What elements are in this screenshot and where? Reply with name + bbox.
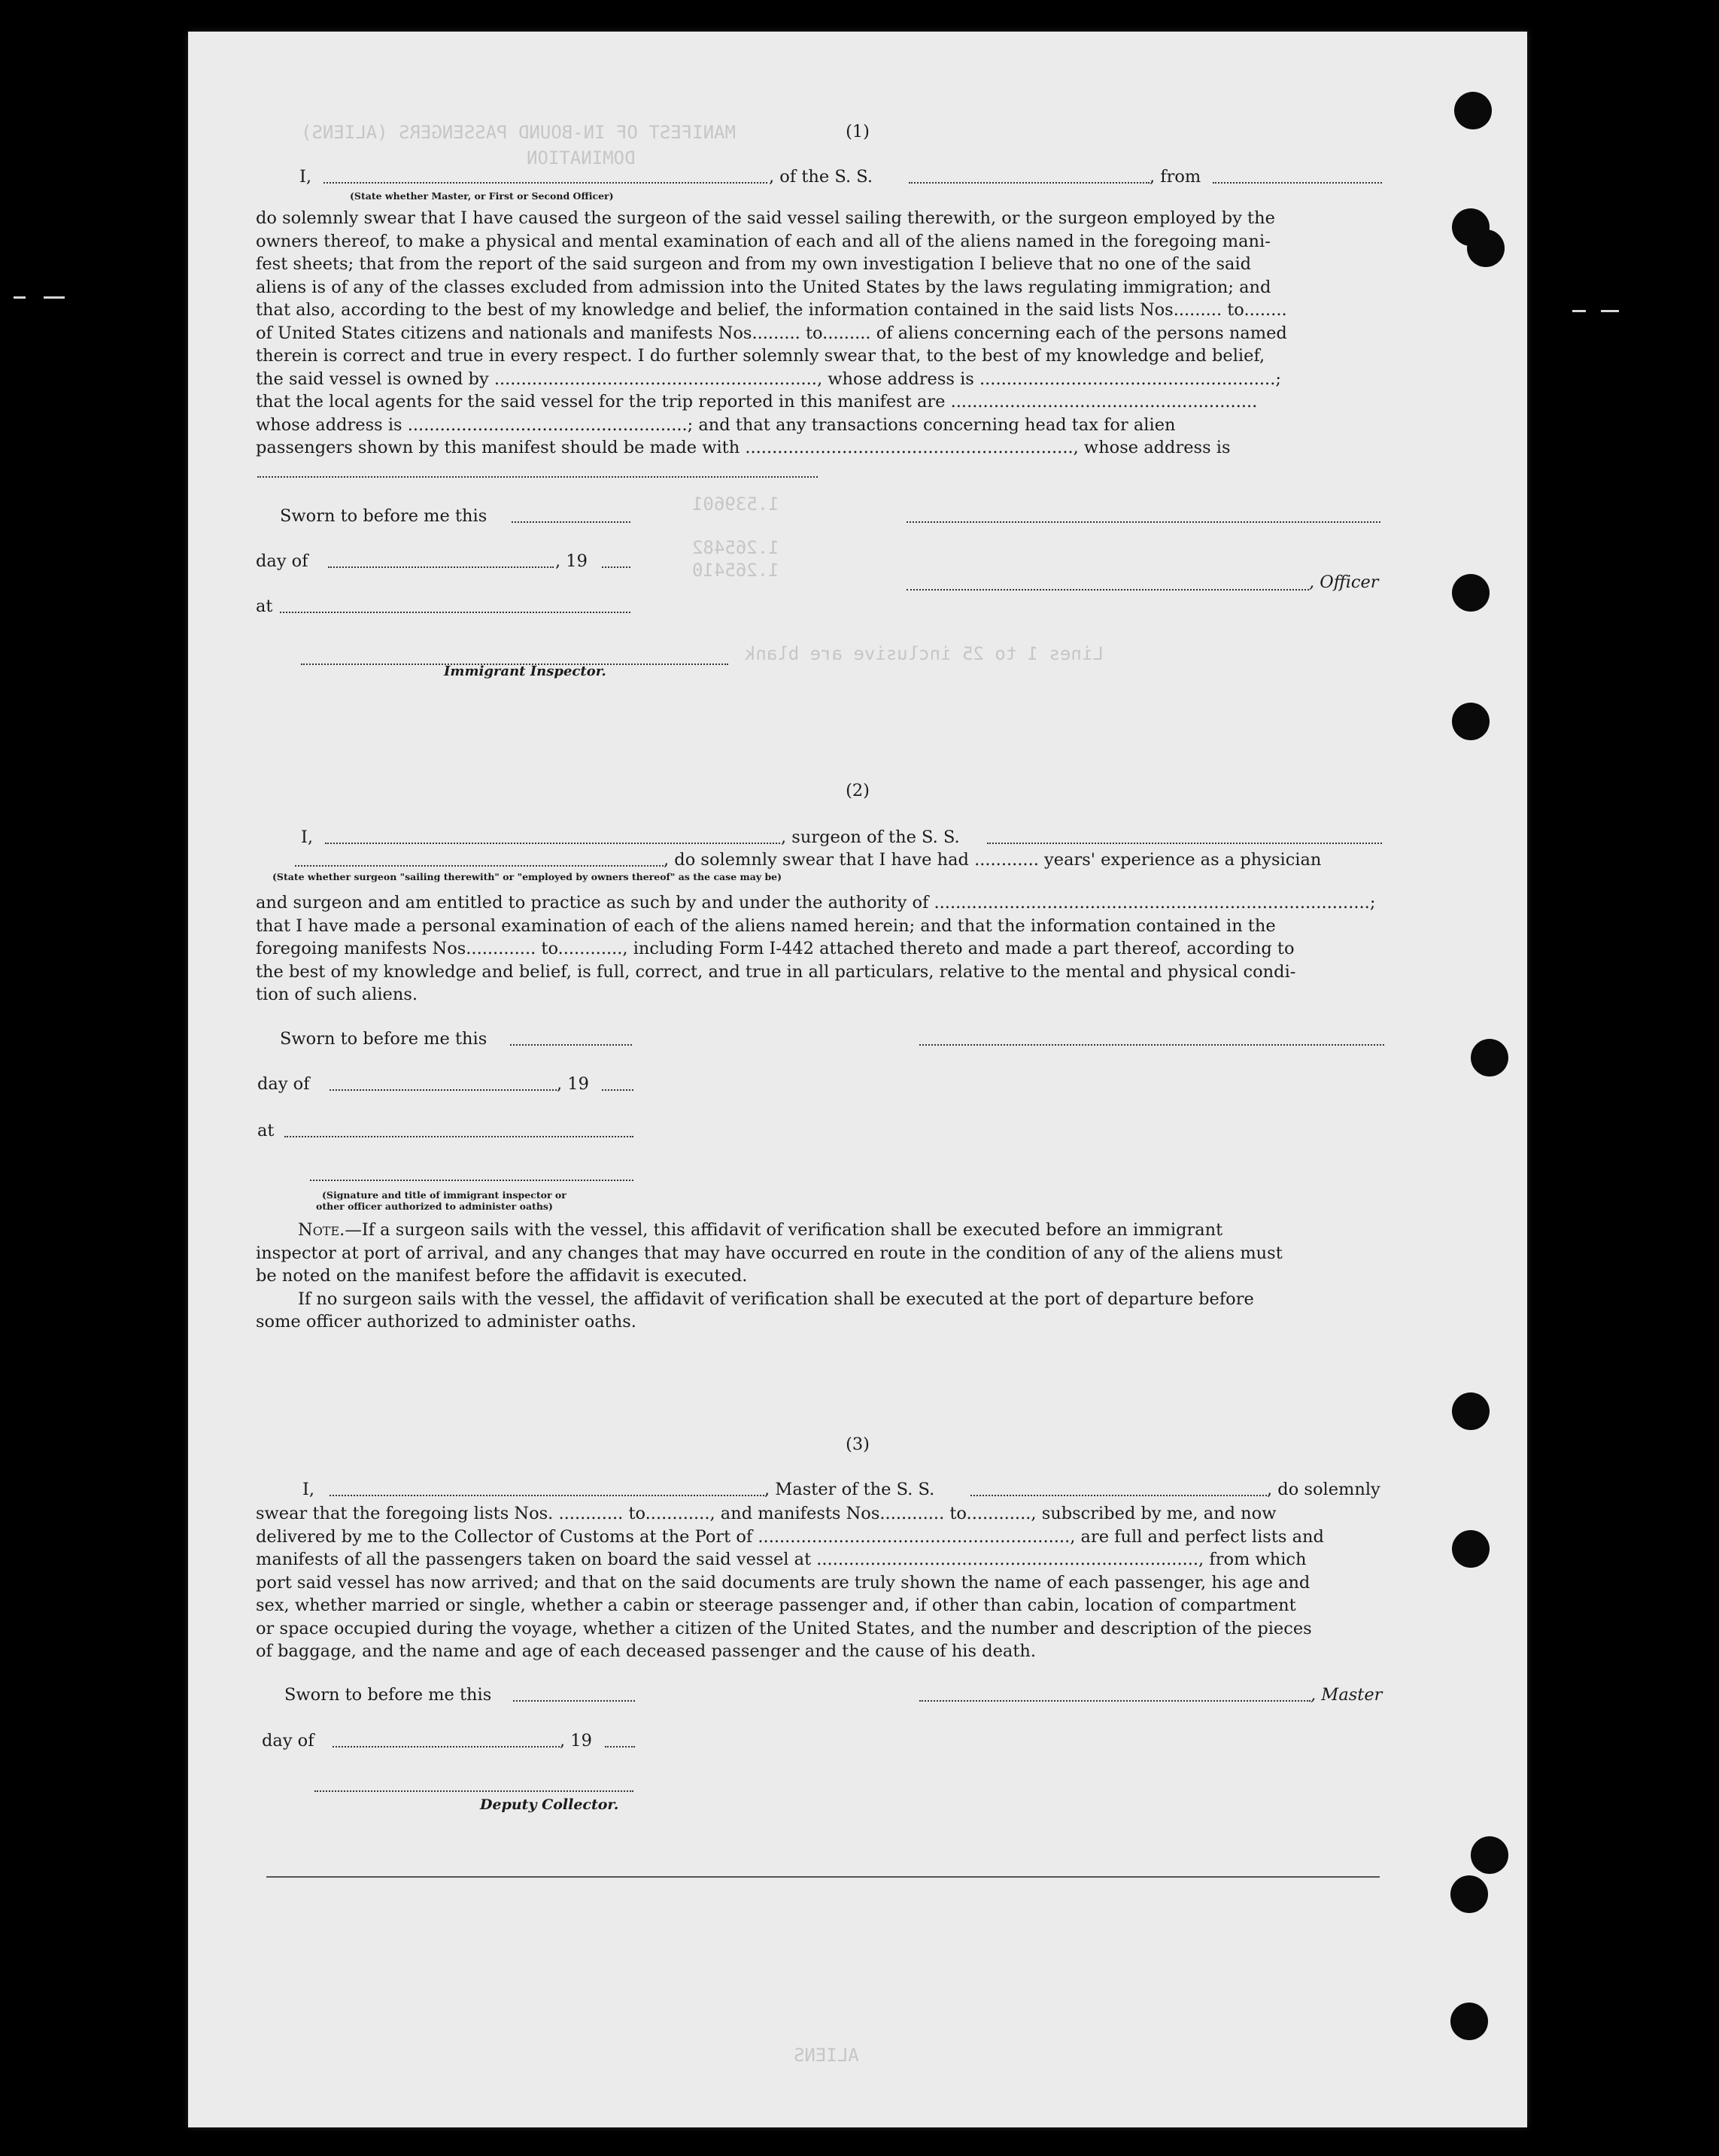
officer-name-field[interactable] <box>907 574 1309 595</box>
section-1-body: do solemnly swear that I have caused the surgeon of the said vessel sailing therewith, or the surgeon employed by the owners thereof, to make a physical and mental examination of each and all of the aliens named in the foregoing mani- fest sheets; that from the report of the said surgeon and from my own investigation I believe that no one of the said aliens is of any of the classes excluded from admission into the United States by the laws regulating immigration; and that also, according to the best of my knowledge and belief, the information contained in the said lists Nos......... to........ of United States citizens and nationals and manifests Nos......... to......... of aliens concerning each of the persons named therein is correct and true in every respect. I do further solemnly swear that, to the best of my knowledge and belief, the said vessel is owned by ............................................................, whose address is .......................................................; that the local agents for the said vessel for the trip reported in this manifest are ......................................................... whose address is ....................................................; and that any transactions concerning head tax for alien passengers shown by this manifest should be made with ............................................................., whose address is <box>256 208 1287 457</box>
section-2-body: and surgeon and am entitled to practice as such by and under the authority of .................................................................................; that I have made a personal examination of each of the aliens named herein; and that the information contained in the foregoing manifests Nos............. to............, including Form I-442 attached thereto and made a part thereof, according to the best of my knowledge and belief, is full, correct, and true in all particulars, relative to the mental and physical condi- tion of such aliens. <box>256 893 1376 1004</box>
surgeon-type-field[interactable] <box>295 850 664 871</box>
sworn-field-1[interactable] <box>512 506 630 527</box>
section-1-i-label: I, <box>299 167 312 187</box>
sworn-label-3: Sworn to before me this <box>284 1685 492 1705</box>
at-field-2[interactable] <box>284 1121 633 1142</box>
margin-tick <box>1572 310 1586 312</box>
of-ss-label: , of the S. S. <box>769 167 873 187</box>
ship3-name-field[interactable] <box>970 1480 1267 1501</box>
punch-hole <box>1450 2003 1488 2040</box>
sworn-field-3[interactable] <box>513 1685 635 1706</box>
day-of-label-3: day of <box>262 1731 314 1751</box>
bleed-through-number: 1.539601 <box>692 493 779 515</box>
master-signature-field[interactable] <box>919 1685 1311 1706</box>
day-of-label-1: day of <box>256 551 308 571</box>
year-field-3[interactable] <box>605 1731 635 1752</box>
day-of-label-2: day of <box>257 1074 310 1094</box>
day-field-1[interactable] <box>328 551 554 572</box>
bottom-rule <box>266 1876 1380 1878</box>
officer-signature-field[interactable] <box>907 506 1380 527</box>
year-label-3: , 19 <box>560 1731 592 1751</box>
punch-hole <box>1450 1875 1488 1913</box>
bleed-through-subheader: DOMINATION <box>527 147 636 169</box>
surgeon-of-label: , surgeon of the S. S. <box>781 827 960 847</box>
signature-caption-1: (Signature and title of immigrant inspector or <box>322 1189 566 1201</box>
punch-hole <box>1452 574 1490 612</box>
master-caption: (State whether Master, or First or Second Officer) <box>350 190 614 202</box>
punch-hole <box>1452 703 1490 740</box>
deputy-collector-label: Deputy Collector. <box>480 1796 619 1813</box>
signature-caption-2: other officer authorized to administer oaths) <box>316 1201 553 1212</box>
bleed-through-number: 1.265482 <box>692 537 779 558</box>
year-label-2: , 19 <box>557 1074 589 1094</box>
address-continuation-line[interactable] <box>257 476 818 478</box>
bleed-through-header: MANIFEST OF IN-BOUND PASSENGERS (ALIENS) <box>301 122 736 143</box>
sworn-field-2[interactable] <box>510 1029 632 1050</box>
year-field-1[interactable] <box>602 551 630 572</box>
day-field-2[interactable] <box>330 1074 557 1095</box>
surgeon-caption: (State whether surgeon "sailing therewith" or "employed by owners thereof" as the case may be) <box>272 871 782 882</box>
year-label-1: , 19 <box>555 551 588 571</box>
immigrant-inspector-signature-field[interactable] <box>310 1165 633 1186</box>
officer-label: , Officer <box>1309 572 1379 592</box>
note-paragraph: Note.—If a surgeon sails with the vessel, this affidavit of verification shall be executed before an immigrant inspector at port of arrival, and any changes that may have occurred en route in the condition of any of the aliens must be noted on the manifest before the affidavit is executed. If no surgeon sails with the vessel, the affidavit of verification shall be executed at the port of departure before some officer authorized to administer oaths. <box>256 1220 1283 1332</box>
section-2-i-label: I, <box>301 827 314 847</box>
ship-name-field[interactable] <box>909 167 1150 188</box>
at-label-1: at <box>256 597 273 616</box>
master-of-label: , Master of the S. S. <box>764 1480 935 1499</box>
section-3-body: swear that the foregoing lists Nos. ............ to............, and manifests Nos............ to............, subscribed by me, and now delivered by me to the Collector of Customs at the Port of .........................................................., are full and perfect lists and manifests of all the passengers taken on board the said vessel at ......................................................................., from which port said vessel has now arrived; and that on the said documents are truly shown the name of each passenger, his age and sex, whether married or single, whether a cabin or steerage passenger and, if other than cabin, location of compartment or space occupied during the voyage, whether a citizen of the United States, and the number and description of the pieces of baggage, and the name and age of each deceased passenger and the cause of his death. <box>256 1504 1324 1661</box>
punch-hole <box>1471 1039 1508 1076</box>
year-field-2[interactable] <box>602 1074 633 1095</box>
surgeon-name-field[interactable] <box>325 827 780 849</box>
section-2-line-2: , do solemnly swear that I have had ............ years' experience as a physician <box>664 850 1322 870</box>
at-field-1[interactable] <box>280 597 630 618</box>
at-label-2: at <box>257 1121 275 1140</box>
master3-name-field[interactable] <box>330 1480 764 1501</box>
section-2-number: (2) <box>846 781 870 800</box>
section-3-number: (3) <box>846 1435 870 1454</box>
master-name-field[interactable] <box>323 167 767 188</box>
immigrant-inspector-label: Immigrant Inspector. <box>444 664 606 679</box>
punch-hole <box>1467 229 1505 267</box>
deputy-collector-signature-field[interactable] <box>314 1775 633 1796</box>
section-1-number: (1) <box>846 122 870 141</box>
master-label: , Master <box>1311 1685 1383 1705</box>
punch-hole <box>1452 1530 1490 1568</box>
from-label: , from <box>1150 167 1201 187</box>
punch-hole <box>1452 1392 1490 1430</box>
sworn-label-1: Sworn to before me this <box>280 506 487 526</box>
surgeon-ship-field[interactable] <box>987 827 1382 849</box>
margin-tick <box>1601 310 1619 312</box>
punch-hole <box>1471 1836 1508 1874</box>
section-3-i-label: I, <box>302 1480 315 1499</box>
margin-tick <box>44 296 65 299</box>
bleed-through-note: Lines 1 to 25 inclusive are blank <box>745 643 1104 664</box>
from-port-field[interactable] <box>1213 167 1382 188</box>
solemnly-label: , do solemnly <box>1267 1480 1380 1499</box>
sworn-label-2: Sworn to before me this <box>280 1029 487 1049</box>
bleed-through-number: 1.265410 <box>692 560 779 581</box>
bleed-through-footer: ALIENS <box>794 2045 859 2066</box>
day-field-3[interactable] <box>333 1731 560 1752</box>
margin-tick <box>14 296 26 299</box>
surgeon-signature-field[interactable] <box>919 1029 1384 1050</box>
